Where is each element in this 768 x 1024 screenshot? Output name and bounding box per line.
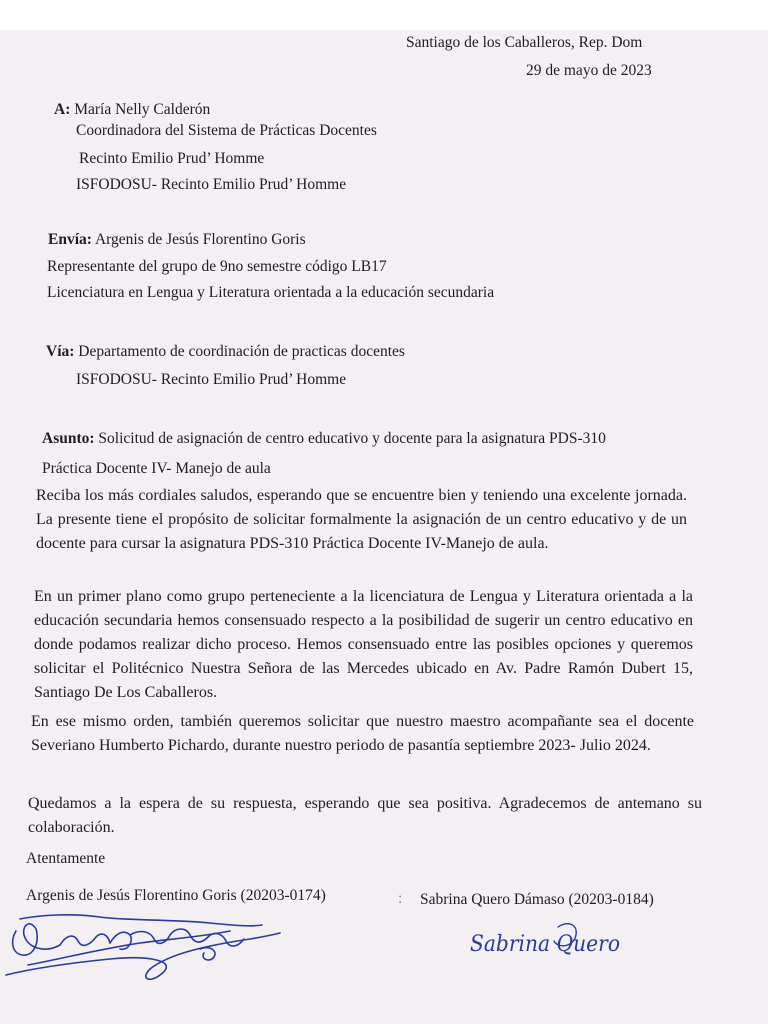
header-date: 29 de mayo de 2023 [526,62,652,79]
body-paragraph-4: Quedamos a la espera de su respuesta, esperando que sea positiva. Agradecemos de antemano su colaboración. [28,795,702,836]
subject-course: Práctica Docente IV- Manejo de aula [42,460,271,477]
recipient-label: A: [54,101,71,118]
subject-text: Solicitud de asignación de centro educativo y docente para la asignatura PDS-310 [98,430,606,447]
sender-role: Representante del grupo de 9no semestre código LB17 [47,258,387,275]
body-paragraph-2: En un primer plano como grupo perteneciente a la licenciatura de Lengua y Literatura orientada a la educación secundaria hemos consensuado respecto a la posibilidad de sugerir un centro educativo en donde podamos realizar dicho proceso. Hemos consensuado entre las posibles opciones y queremos solicitar el Politécnico Nuestra Señora de las Mercedes ubicado en Av. Padre Ramón Dubert 15, Santiago De Los Caballeros. [34,588,693,701]
recipient-institution: ISFODOSU- Recinto Emilio Prud’ Homme [76,176,347,193]
via-line [46,343,405,361]
via-label: Vía: [46,343,75,360]
sender-label: Envía: [48,231,92,248]
sender-program: Licenciatura en Lengua y Literatura orientada a la educación secundaria [47,284,495,301]
signature-argenis [0,905,290,985]
signature-sabrina [462,915,632,965]
signature-left-name: Argenis de Jesús Florentino Goris (20203-0174) [26,887,326,904]
via-department: Departamento de coordinación de practicas docentes [78,343,405,360]
header-place: Santiago de los Caballeros, Rep. Dom [406,34,643,51]
recipient-campus: Recinto Emilio Prud’ Homme [79,150,265,167]
recipient-title: Coordinadora del Sistema de Prácticas Docentes [76,122,377,139]
signature-sabrina-text: Sabrina Quero [470,932,620,957]
signature-right-name: Sabrina Quero Dámaso (20203-0184) [420,891,654,908]
via-institution: ISFODOSU- Recinto Emilio Prud’ Homme [76,371,347,388]
sender-line [48,231,306,249]
body-paragraph-1: Reciba los más cordiales saludos, esperando que se encuentre bien y teniendo una excelente jornada. La presente tiene el propósito de solicitar formalmente la asignación de un centro educativo y de un docente para cursar la asignatura PDS-310 Práctica Docente IV-Manejo de aula. [36,487,687,552]
subject-line [42,430,606,448]
signature-separator: : [398,890,403,907]
closing: Atentamente [26,850,106,867]
body-paragraph-3: En ese mismo orden, también queremos solicitar que nuestro maestro acompañante sea el docente Severiano Humberto Pichardo, durante nuestro periodo de pasantía septiembre 2023- Julio 2024. [31,713,694,754]
sender-name: Argenis de Jesús Florentino Goris [94,231,306,248]
subject-label: Asunto: [42,430,95,447]
recipient-name: María Nelly Calderón [74,101,211,118]
recipient-line [54,101,210,119]
